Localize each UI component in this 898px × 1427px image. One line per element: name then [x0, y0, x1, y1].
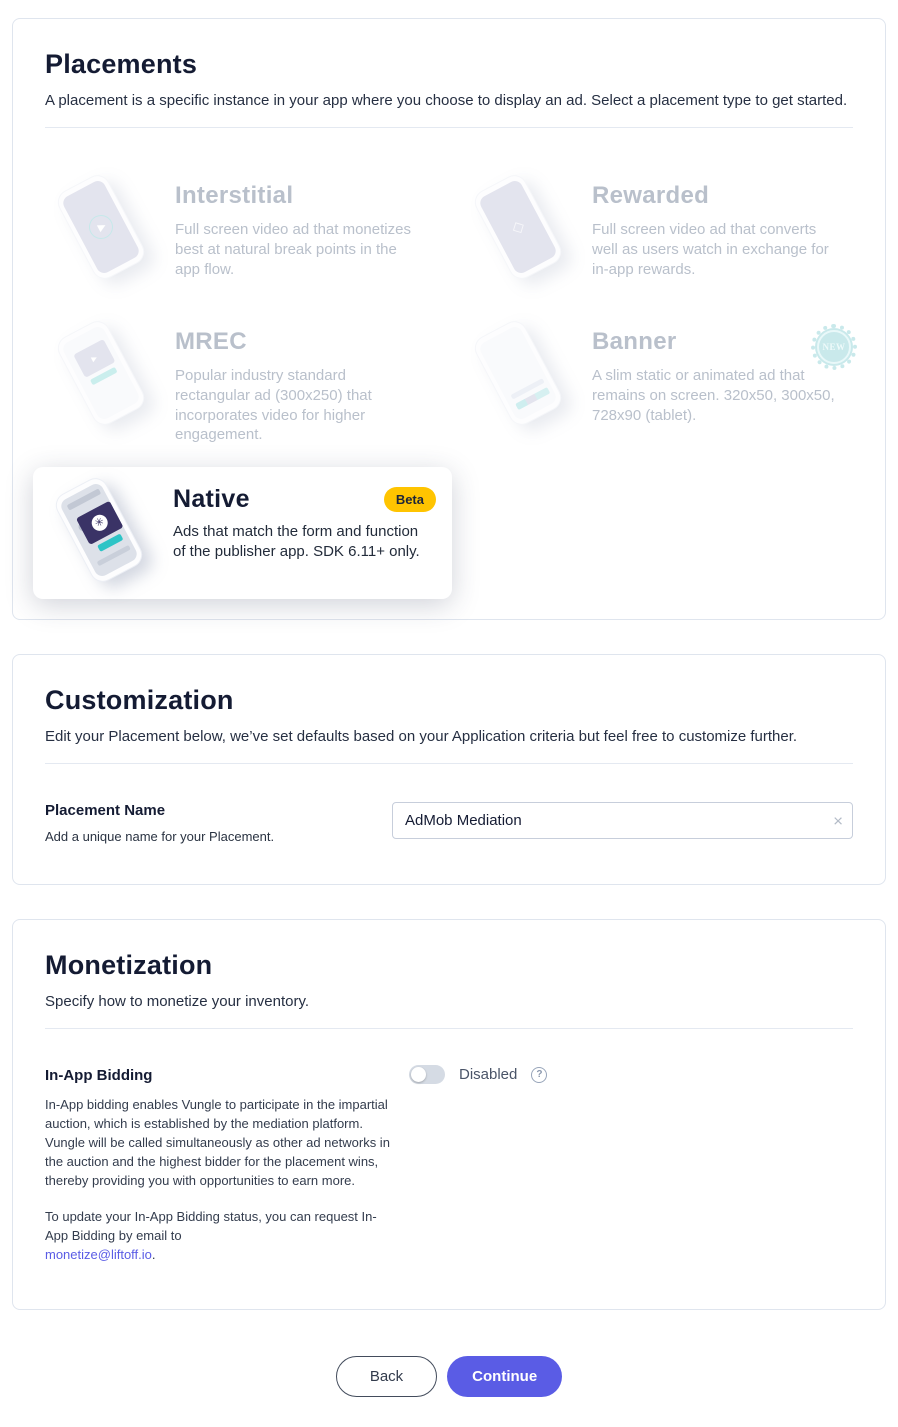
in-app-bidding-label: In-App Bidding: [45, 1067, 153, 1085]
aperture-icon: ✳: [89, 512, 111, 534]
placement-type-native-selected[interactable]: [33, 467, 452, 599]
rewarded-phone-icon: [464, 174, 574, 282]
monetize-email-link[interactable]: monetize@liftoff.io: [45, 1247, 152, 1263]
beta-badge: Beta: [384, 487, 436, 512]
placement-type-mrec[interactable]: [45, 314, 436, 451]
interstitial-phone-icon: [47, 174, 157, 282]
type-description: Full screen video ad that converts well as users watch in exchange for in-app rewards.: [592, 221, 829, 278]
placements-subtitle: A placement is a specific instance in your app where you choose to display an ad. Select a placement type to get started.: [45, 92, 848, 109]
toggle-state-label: Disabled: [459, 1066, 518, 1084]
mrec-phone-icon: [47, 320, 157, 428]
banner-phone-icon: [464, 320, 574, 428]
type-title: Rewarded: [592, 182, 710, 209]
help-icon[interactable]: ?: [531, 1067, 547, 1083]
in-app-bidding-row: [45, 1067, 853, 1265]
footer-actions: [0, 1356, 898, 1397]
divider: [45, 1028, 853, 1029]
placement-type-interstitial[interactable]: [45, 168, 436, 288]
type-description: Full screen video ad that monetizes best at natural break points in the app flow.: [175, 221, 411, 278]
monetization-subtitle: Specify how to monetize your inventory.: [45, 993, 310, 1011]
play-icon: ▶: [85, 211, 117, 243]
divider: [45, 127, 853, 128]
in-app-bidding-request-text: To update your In-App Bidding status, you can request In-App Bidding by email to monetize@liftoff.io.: [45, 1209, 377, 1263]
placement-name-label: Placement Name: [45, 802, 166, 820]
monetization-card: [12, 919, 886, 1310]
customization-title: Customization: [45, 685, 234, 716]
monetization-title: Monetization: [45, 950, 213, 981]
placement-name-row: [45, 802, 853, 844]
in-app-bidding-toggle[interactable]: [409, 1065, 445, 1084]
placement-type-banner[interactable]: [462, 314, 853, 451]
native-phone-icon: [45, 477, 155, 585]
type-title: MREC: [175, 328, 247, 355]
in-app-bidding-description: In-App bidding enables Vungle to participate in the impartial auction, which is established by the mediation platform. Vungle will be called simultaneously as other ad networks in the auction and the highest bidder for the placement wins, thereby providing you with opportunities to earn more.: [45, 1097, 390, 1188]
type-description: Popular industry standard rectangular ad (300x250) that incorporates video for higher engagement.: [175, 367, 372, 444]
new-badge: [811, 324, 857, 370]
placement-name-input[interactable]: [392, 802, 853, 839]
placement-type-grid: [45, 168, 853, 585]
placements-title: Placements: [45, 49, 198, 79]
placement-name-help: Add a unique name for your Placement.: [45, 829, 275, 845]
placements-card: [12, 18, 886, 620]
type-title: Interstitial: [175, 182, 294, 209]
continue-button[interactable]: Continue: [447, 1356, 562, 1397]
customization-card: [12, 654, 886, 885]
type-title: Banner: [592, 328, 677, 355]
divider: [45, 763, 853, 764]
back-button[interactable]: Back: [336, 1356, 437, 1397]
play-icon: ▶: [73, 339, 115, 378]
new-badge-label: NEW: [817, 330, 851, 364]
gem-icon: ◇: [508, 217, 528, 238]
type-description: Ads that match the form and function of the publisher app. SDK 6.11+ only.: [173, 523, 420, 560]
type-title: Native: [173, 485, 250, 514]
clear-input-icon[interactable]: ×: [833, 811, 843, 831]
placement-type-rewarded[interactable]: [462, 168, 853, 288]
type-description: A slim static or animated ad that remains on screen. 320x50, 300x50, 728x90 (tablet).: [592, 367, 835, 424]
customization-subtitle: Edit your Placement below, we’ve set defaults based on your Application criteria but feel free to customize further.: [45, 728, 798, 746]
